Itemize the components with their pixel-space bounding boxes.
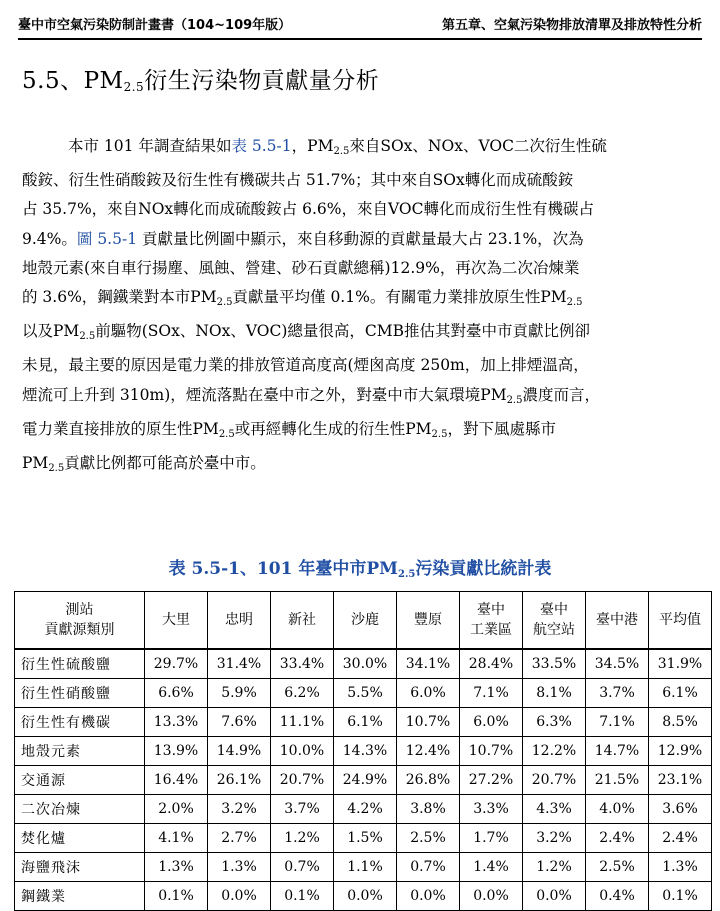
percentage-cell: 14.9%: [208, 737, 271, 766]
percentage-cell: 14.3%: [334, 737, 397, 766]
percentage-cell: 4.3%: [523, 795, 586, 824]
text-run: ，對下風處縣市: [447, 419, 556, 438]
table-row: [15, 737, 712, 766]
percentage-cell: 16.4%: [145, 766, 208, 795]
corner-header-top: 測站: [65, 602, 94, 618]
percentage-cell: 2.7%: [208, 824, 271, 853]
percentage-cell: 1.1%: [334, 853, 397, 882]
station-name-line2: 航空站: [533, 622, 575, 638]
percentage-cell: 4.2%: [334, 795, 397, 824]
percentage-cell: 21.5%: [586, 766, 649, 795]
percentage-cell: 6.1%: [649, 679, 712, 708]
percentage-cell: 4.1%: [145, 824, 208, 853]
section-title-subscript: 2.5: [123, 80, 145, 94]
percentage-cell: 6.1%: [334, 708, 397, 737]
table-reference-link[interactable]: 表 5.5-1: [231, 137, 292, 155]
percentage-cell: 0.0%: [523, 882, 586, 911]
text-run: 煙流可上升到 310m)，煙流落點在臺中市之外，對臺中市大氣環境PM: [22, 385, 507, 404]
paragraph-line: 占 35.7%，來自NOx轉化而成硫酸銨占 6.6%，來自VOC轉化而成衍生性有機碳占: [22, 200, 594, 219]
text-run: 濃度而言，: [522, 385, 600, 404]
percentage-cell: 31.9%: [649, 649, 712, 679]
percentage-cell: 10.7%: [397, 708, 460, 737]
percentage-cell: 6.3%: [523, 708, 586, 737]
percentage-cell: 3.2%: [523, 824, 586, 853]
percentage-cell: 24.9%: [334, 766, 397, 795]
source-category-cell: 焚化爐: [15, 824, 145, 853]
percentage-cell: 1.2%: [271, 824, 334, 853]
paragraph-line: 地殼元素(來自車行揚塵、風蝕、營建、砂石貢獻總稱)12.9%，再次為二次冶煉業: [22, 258, 580, 277]
station-name: 大里: [162, 612, 190, 628]
section-title-suffix: 衍生污染物貢獻量分析: [144, 68, 380, 94]
percentage-cell: 6.2%: [271, 679, 334, 708]
percentage-cell: 0.0%: [208, 882, 271, 911]
percentage-cell: 0.7%: [397, 853, 460, 882]
percentage-cell: 34.1%: [397, 649, 460, 679]
percentage-cell: 20.7%: [271, 766, 334, 795]
corner-header: [15, 592, 145, 650]
percentage-cell: 13.9%: [145, 737, 208, 766]
percentage-cell: 0.7%: [271, 853, 334, 882]
station-header: [397, 592, 460, 650]
source-category-cell: 鋼鐵業: [15, 882, 145, 911]
percentage-cell: 1.7%: [460, 824, 523, 853]
station-name: 臺中: [477, 602, 505, 618]
percentage-cell: 7.6%: [208, 708, 271, 737]
percentage-cell: 20.7%: [523, 766, 586, 795]
percentage-cell: 1.3%: [649, 853, 712, 882]
percentage-cell: 28.4%: [460, 649, 523, 679]
station-header: [145, 592, 208, 650]
station-header: [271, 592, 334, 650]
caption-text: 污染貢獻比統計表: [415, 559, 552, 579]
subscript: 2.5: [216, 297, 233, 309]
percentage-cell: 10.7%: [460, 737, 523, 766]
percentage-cell: 12.2%: [523, 737, 586, 766]
percentage-cell: 3.3%: [460, 795, 523, 824]
section-title: [22, 62, 379, 95]
percentage-cell: 1.4%: [460, 853, 523, 882]
percentage-cell: 30.0%: [334, 649, 397, 679]
caption-subscript: 2.5: [397, 569, 416, 580]
text-run: 本市 101 年調查結果如: [68, 137, 232, 155]
source-category-cell: 二次冶煉: [15, 795, 145, 824]
body-paragraph: [22, 132, 702, 483]
percentage-cell: 3.7%: [586, 679, 649, 708]
station-name: 豐原: [414, 612, 442, 628]
station-name: 新社: [288, 612, 316, 628]
percentage-cell: 3.6%: [649, 795, 712, 824]
percentage-cell: 33.5%: [523, 649, 586, 679]
percentage-cell: 34.5%: [586, 649, 649, 679]
subscript: 2.5: [48, 463, 65, 475]
percentage-cell: 29.7%: [145, 649, 208, 679]
percentage-cell: 31.4%: [208, 649, 271, 679]
percentage-cell: 0.1%: [145, 882, 208, 911]
percentage-cell: 4.0%: [586, 795, 649, 824]
station-name: 沙鹿: [351, 612, 379, 628]
percentage-cell: 6.0%: [397, 679, 460, 708]
page-header: [18, 12, 702, 40]
station-header: [523, 592, 586, 650]
station-header: [460, 592, 523, 650]
percentage-cell: 2.4%: [649, 824, 712, 853]
percentage-cell: 23.1%: [649, 766, 712, 795]
percentage-cell: 27.2%: [460, 766, 523, 795]
table-body: [15, 649, 712, 911]
percentage-cell: 11.1%: [271, 708, 334, 737]
paragraph-line: [22, 381, 702, 415]
percentage-cell: 14.7%: [586, 737, 649, 766]
table-row: [15, 766, 712, 795]
percentage-cell: 0.4%: [586, 882, 649, 911]
percentage-cell: 3.2%: [208, 795, 271, 824]
percentage-cell: 0.1%: [271, 882, 334, 911]
text-run: 來自SOx、NOx、VOC二次衍生性硫: [349, 137, 607, 155]
percentage-cell: 12.4%: [397, 737, 460, 766]
source-category-cell: 衍生性硫酸鹽: [15, 649, 145, 679]
station-header: [586, 592, 649, 650]
section-title-prefix: 5.5、PM: [22, 68, 124, 94]
subscript: 2.5: [333, 146, 350, 157]
average-header: [649, 592, 712, 650]
text-run: 貢獻量平均僅 0.1%。有關電力業排放原生性PM: [232, 288, 567, 307]
percentage-cell: 2.0%: [145, 795, 208, 824]
chapter-title: 第五章、空氣污染物排放清單及排放特性分析: [441, 18, 702, 33]
figure-reference-link[interactable]: 圖 5.5-1: [76, 229, 138, 248]
text-run: 貢獻比例都可能高於臺中市。: [64, 454, 266, 473]
paragraph-line: 未見，最主要的原因是電力業的排放管道高度高(煙囪高度 250m，加上排煙溫高，: [22, 356, 589, 375]
source-category-cell: 衍生性有機碳: [15, 708, 145, 737]
station-header: [334, 592, 397, 650]
percentage-cell: 8.5%: [649, 708, 712, 737]
source-category-cell: 地殼元素: [15, 737, 145, 766]
text-run: 電力業直接排放的原生性PM: [22, 419, 219, 438]
station-name: 忠明: [225, 612, 253, 628]
percentage-cell: 26.8%: [397, 766, 460, 795]
text-run: 或再經轉化生成的衍生性PM: [234, 419, 432, 438]
paragraph-line: [22, 225, 702, 254]
percentage-cell: 3.7%: [271, 795, 334, 824]
station-name-line2: 工業區: [470, 622, 512, 638]
paragraph-line: [22, 283, 702, 317]
subscript: 2.5: [431, 428, 448, 440]
percentage-cell: 6.0%: [460, 708, 523, 737]
source-category-cell: 海鹽飛沫: [15, 853, 145, 882]
percentage-cell: 1.3%: [145, 853, 208, 882]
source-category-cell: 交通源: [15, 766, 145, 795]
percentage-cell: 0.0%: [397, 882, 460, 911]
paragraph-line: [22, 415, 702, 449]
text-run: ，PM: [291, 137, 334, 155]
percentage-cell: 10.0%: [271, 737, 334, 766]
percentage-cell: 2.5%: [586, 853, 649, 882]
paragraph-line: [22, 132, 702, 166]
percentage-cell: 5.9%: [208, 679, 271, 708]
percentage-cell: 2.5%: [397, 824, 460, 853]
percentage-cell: 7.1%: [460, 679, 523, 708]
station-name: 臺中: [540, 602, 568, 618]
text-run: PM: [22, 454, 49, 473]
corner-header-bottom: 貢獻源類別: [44, 622, 115, 638]
text-run: 貢獻量比例圖中顯示，來自移動源的貢獻量最大占 23.1%，次為: [137, 229, 584, 248]
table-row: [15, 882, 712, 911]
table-row: [15, 649, 712, 679]
percentage-cell: 1.3%: [208, 853, 271, 882]
percentage-cell: 1.5%: [334, 824, 397, 853]
percentage-cell: 2.4%: [586, 824, 649, 853]
table-row: [15, 708, 712, 737]
subscript: 2.5: [79, 331, 96, 343]
document-title: 臺中市空氣污染防制計畫書（104~109年版）: [18, 18, 292, 33]
percentage-cell: 3.8%: [397, 795, 460, 824]
table-caption: [0, 554, 720, 580]
text-run: 以及PM: [22, 322, 80, 341]
table-row: [15, 679, 712, 708]
percentage-cell: 0.1%: [649, 882, 712, 911]
station-header: [208, 592, 271, 650]
text-run: 的 3.6%，鋼鐵業對本市PM: [22, 288, 217, 307]
table-row: [15, 795, 712, 824]
subscript: 2.5: [566, 297, 583, 309]
source-category-cell: 衍生性硝酸鹽: [15, 679, 145, 708]
table-header-row: [15, 592, 712, 650]
paragraph-line: [22, 449, 702, 483]
station-name: 平均值: [659, 612, 701, 628]
station-name: 臺中港: [596, 612, 638, 628]
percentage-cell: 8.1%: [523, 679, 586, 708]
text-run: 前驅物(SOx、NOx、VOC)總量很高，CMB推估其對臺中市貢獻比例卻: [95, 322, 591, 341]
contribution-table: [14, 591, 712, 911]
table-row: [15, 824, 712, 853]
subscript: 2.5: [506, 394, 523, 406]
percentage-cell: 7.1%: [586, 708, 649, 737]
subscript: 2.5: [218, 428, 235, 440]
percentage-cell: 12.9%: [649, 737, 712, 766]
table-row: [15, 853, 712, 882]
percentage-cell: 6.6%: [145, 679, 208, 708]
caption-text: 表 5.5-1、101 年臺中市PM: [168, 559, 398, 579]
text-run: 9.4%。: [22, 229, 77, 248]
percentage-cell: 1.2%: [523, 853, 586, 882]
percentage-cell: 0.0%: [334, 882, 397, 911]
percentage-cell: 13.3%: [145, 708, 208, 737]
paragraph-line: 酸銨、衍生性硝酸銨及衍生性有機碳共占 51.7%；其中來自SOx轉化而成硫酸銨: [22, 171, 574, 190]
paragraph-line: [22, 317, 702, 351]
percentage-cell: 26.1%: [208, 766, 271, 795]
percentage-cell: 5.5%: [334, 679, 397, 708]
percentage-cell: 33.4%: [271, 649, 334, 679]
percentage-cell: 0.0%: [460, 882, 523, 911]
